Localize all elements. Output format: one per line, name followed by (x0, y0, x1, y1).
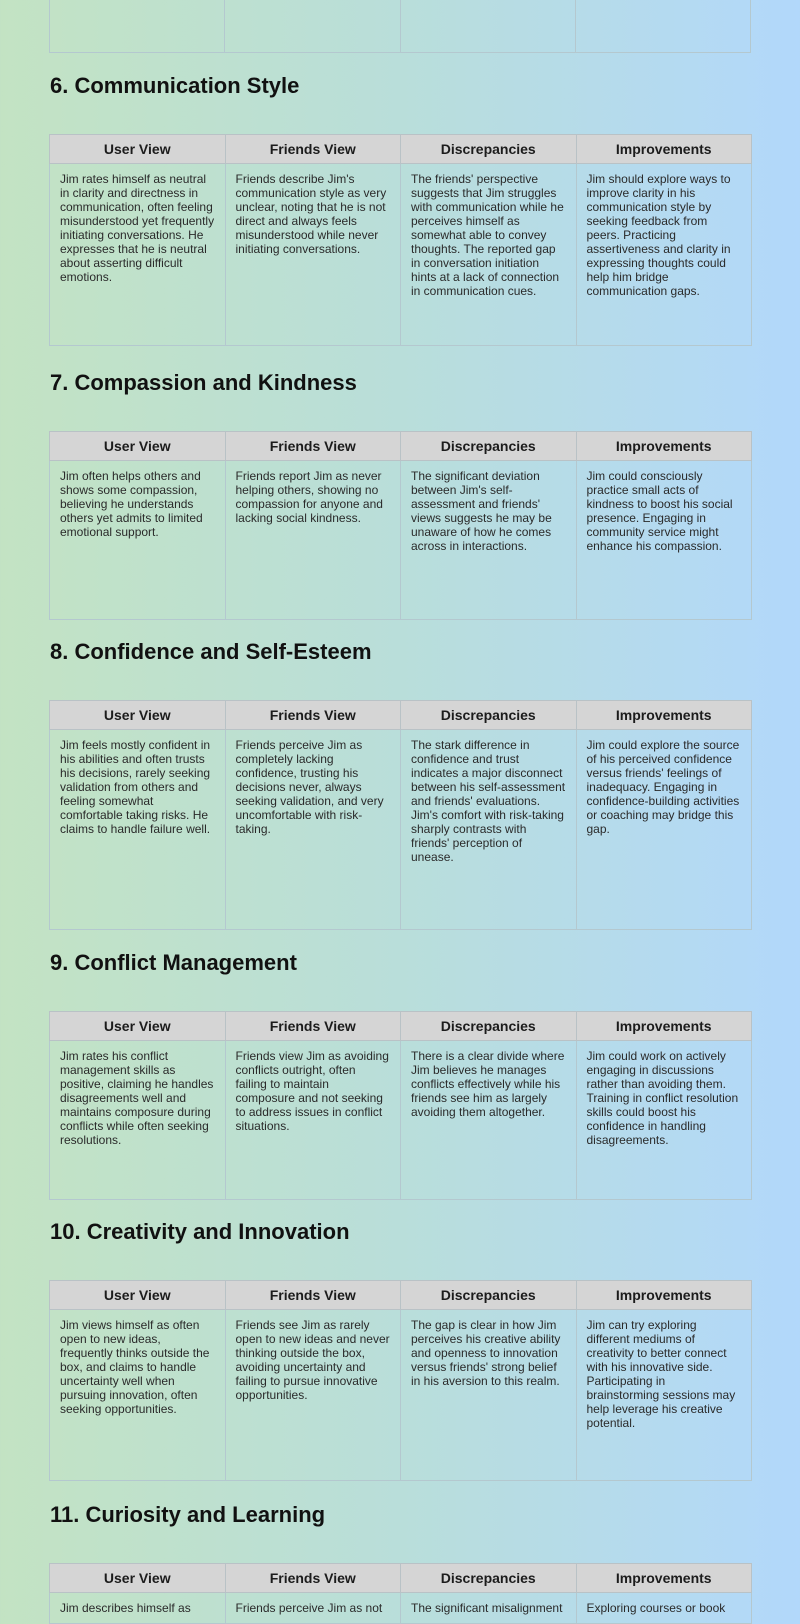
section-title: 7. Compassion and Kindness (50, 370, 357, 395)
table-cell (225, 0, 400, 53)
column-header-improvements: Improvements (576, 701, 752, 730)
column-header-friends-view: Friends View (225, 1564, 401, 1593)
user-view-cell: Jim often helps others and shows some compassion, believing he understands others yet admits to limited emotional support. (50, 461, 226, 620)
table-header-row (50, 701, 752, 730)
column-header-improvements: Improvements (576, 1564, 752, 1593)
column-header-improvements: Improvements (576, 432, 752, 461)
user-view-cell: Jim rates his conflict management skills as positive, claiming he handles disagreements well and maintains composure during conflicts while often seeking resolutions. (50, 1041, 226, 1200)
table-row (50, 1593, 752, 1624)
column-header-user-view: User View (50, 1281, 226, 1310)
user-view-cell: Jim rates himself as neutral in clarity and directness in communication, often feeling misunderstood yet frequently initiating conversations. He expresses that he is neutral about asserting difficult emotions. (50, 164, 226, 346)
table-header-row (50, 1012, 752, 1041)
user-view-cell: Jim describes himself as (50, 1593, 226, 1624)
table-header-row (50, 432, 752, 461)
column-header-improvements: Improvements (576, 1281, 752, 1310)
improvements-cell: Jim should explore ways to improve clarity in his communication style by seeking feedback from peers. Practicing assertiveness and clarity in expressing thoughts could help him bridge communication gaps. (576, 164, 752, 346)
section-title: 6. Communication Style (50, 73, 300, 98)
column-header-friends-view: Friends View (225, 701, 401, 730)
friends-view-cell: Friends describe Jim's communication style as very unclear, noting that he is not direct and always feels misunderstood while never initiating conversations. (225, 164, 401, 346)
discrepancies-cell: The friends' perspective suggests that Jim struggles with communication while he perceives himself as somewhat able to convey thoughts. The reported gap in conversation initiation hints at a lack of connection in communication cues. (401, 164, 577, 346)
table-header-row (50, 135, 752, 164)
table-row (50, 730, 752, 930)
user-view-cell: Jim views himself as often open to new ideas, frequently thinks outside the box, and claims to handle uncertainty well when pursuing innovation, often seeking opportunities. (50, 1310, 226, 1481)
table-header-row (50, 1564, 752, 1593)
discrepancies-cell: There is a clear divide where Jim believes he manages conflicts effectively while his friends see him as largely avoiding them altogether. (401, 1041, 577, 1200)
column-header-friends-view: Friends View (225, 1012, 401, 1041)
table-row (50, 461, 752, 620)
table-row (50, 0, 751, 53)
table-cell (575, 0, 750, 53)
column-header-friends-view: Friends View (225, 135, 401, 164)
column-header-discrepancies: Discrepancies (401, 701, 577, 730)
column-header-discrepancies: Discrepancies (401, 1012, 577, 1041)
column-header-user-view: User View (50, 1564, 226, 1593)
table-row (50, 1041, 752, 1200)
comparison-table (49, 1011, 752, 1200)
section-title: 9. Conflict Management (50, 950, 297, 975)
improvements-cell: Jim could work on actively engaging in discussions rather than avoiding them. Training in conflict resolution skills could boost his confidence in handling disagreements. (576, 1041, 752, 1200)
table-row (50, 1310, 752, 1481)
improvements-cell: Exploring courses or book (576, 1593, 752, 1624)
section-title: 10. Creativity and Innovation (50, 1219, 350, 1244)
section-title: 11. Curiosity and Learning (50, 1502, 326, 1527)
comparison-table (49, 134, 752, 346)
column-header-discrepancies: Discrepancies (401, 1281, 577, 1310)
comparison-table (49, 431, 752, 620)
discrepancies-cell: The significant deviation between Jim's self-assessment and friends' views suggests he may be unaware of how he comes across in interactions. (401, 461, 577, 620)
friends-view-cell: Friends view Jim as avoiding conflicts outright, often failing to maintain composure and not seeking to address issues in conflict situations. (225, 1041, 401, 1200)
improvements-cell: Jim can try exploring different mediums of creativity to better connect with his innovative side. Participating in brainstorming sessions may help leverage his creative potential. (576, 1310, 752, 1481)
comparison-table (49, 1280, 752, 1481)
table-row (50, 164, 752, 346)
discrepancies-cell: The stark difference in confidence and trust indicates a major disconnect between his self-assessment and friends' evaluations. Jim's comfort with risk-taking sharply contrasts with friends' perception of unease. (401, 730, 577, 930)
friends-view-cell: Friends perceive Jim as not (225, 1593, 401, 1624)
improvements-cell: Jim could consciously practice small acts of kindness to boost his social presence. Engaging in community service might enhance his compassion. (576, 461, 752, 620)
table-header-row (50, 1281, 752, 1310)
friends-view-cell: Friends perceive Jim as completely lacking confidence, trusting his decisions never, always seeking validation, and very uncomfortable with risk-taking. (225, 730, 401, 930)
friends-view-cell: Friends report Jim as never helping others, showing no compassion for anyone and lacking social kindness. (225, 461, 401, 620)
column-header-discrepancies: Discrepancies (401, 432, 577, 461)
previous-table-remnant (49, 0, 751, 53)
section-title: 8. Confidence and Self-Esteem (50, 639, 372, 664)
discrepancies-cell: The significant misalignment (401, 1593, 577, 1624)
column-header-user-view: User View (50, 1012, 226, 1041)
column-header-discrepancies: Discrepancies (401, 135, 577, 164)
column-header-friends-view: Friends View (225, 1281, 401, 1310)
table-cell (400, 0, 575, 53)
column-header-user-view: User View (50, 432, 226, 461)
column-header-improvements: Improvements (576, 135, 752, 164)
column-header-user-view: User View (50, 701, 226, 730)
improvements-cell: Jim could explore the source of his perceived confidence versus friends' feelings of inadequacy. Engaging in confidence-building activities or coaching may bridge this gap. (576, 730, 752, 930)
comparison-table (49, 700, 752, 930)
user-view-cell: Jim feels mostly confident in his abilities and often trusts his decisions, rarely seeking validation from others and feeling somewhat comfortable taking risks. He claims to handle failure well. (50, 730, 226, 930)
column-header-friends-view: Friends View (225, 432, 401, 461)
friends-view-cell: Friends see Jim as rarely open to new ideas and never thinking outside the box, avoiding uncertainty and failing to pursue innovative opportunities. (225, 1310, 401, 1481)
column-header-user-view: User View (50, 135, 226, 164)
discrepancies-cell: The gap is clear in how Jim perceives his creative ability and openness to innovation versus friends' strong belief in his aversion to this realm. (401, 1310, 577, 1481)
column-header-improvements: Improvements (576, 1012, 752, 1041)
table-cell (50, 0, 225, 53)
column-header-discrepancies: Discrepancies (401, 1564, 577, 1593)
comparison-table (49, 1563, 752, 1624)
